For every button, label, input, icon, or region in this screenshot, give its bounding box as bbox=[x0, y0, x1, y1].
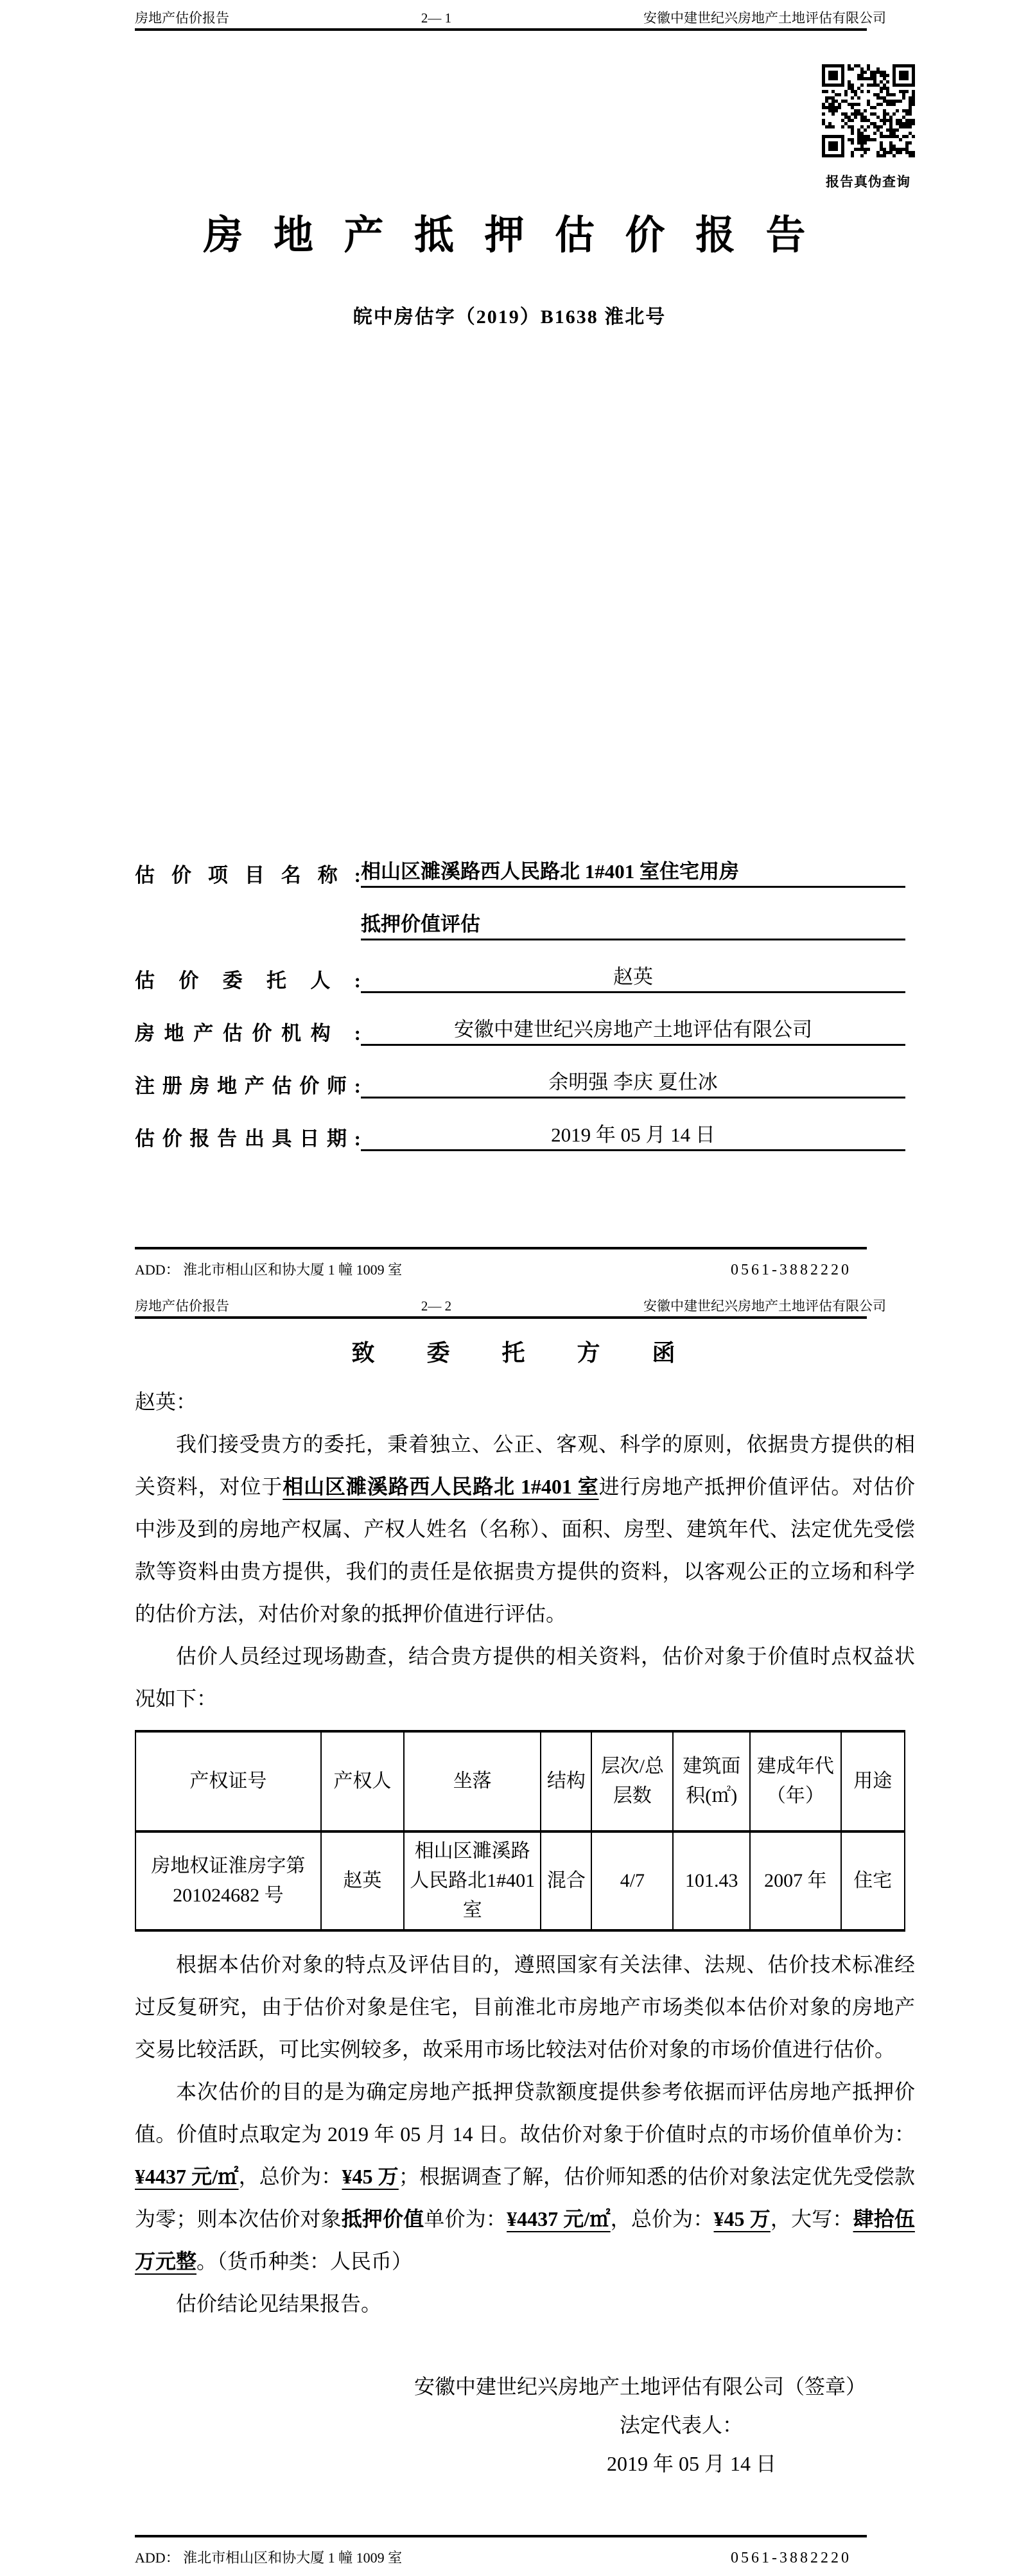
cover-fields bbox=[135, 854, 905, 1170]
footer-address: ADD： 淮北市相山区和协大厦 1 幢 1009 室 bbox=[135, 2550, 403, 2566]
letter-title: 致 委 托 方 函 bbox=[351, 1340, 699, 1366]
para4-total-price-2: ¥45 万 bbox=[713, 2207, 771, 2231]
header-doc-type: 房地产估价报告 bbox=[135, 10, 229, 26]
field-project-label: 估 价 项 目 名 称 : bbox=[135, 864, 361, 887]
para4-text-e: ；根据调查了解，估价师知悉的估价对象法定优先受偿款为零；则本次估价对象 bbox=[135, 2165, 915, 2231]
footer-phone: 0561-3882220 bbox=[731, 1262, 851, 1278]
field-project-line2 bbox=[135, 907, 905, 940]
field-client-value: 赵英 bbox=[361, 960, 905, 993]
page-2-header bbox=[135, 1296, 886, 1315]
page-2-footer bbox=[135, 2547, 867, 2567]
cell-owner: 赵英 bbox=[321, 1831, 404, 1930]
field-appraisers bbox=[135, 1065, 905, 1098]
header-rule bbox=[135, 1316, 867, 1319]
para4-text-k: ，大写： bbox=[770, 2207, 853, 2231]
letter-para-5: 估价结论见结果报告。 bbox=[176, 2292, 382, 2316]
para4-text-g: 单价为： bbox=[424, 2207, 507, 2231]
para4-total-price-1: ¥45 万 bbox=[342, 2165, 399, 2189]
letter-para-3: 根据本估价对象的特点及评估目的，遵照国家有关法律、法规、估价技术标准经过反复研究，由于估价对象是住宅，目前淮北市房地产市场类似本估价对象的房地产交易比较活跃，可比实例较多，故采用市场比较法对估价对象的市场价值进行估价。 bbox=[135, 1953, 915, 2061]
header-company: 安徽中建世纪兴房地产土地评估有限公司 bbox=[643, 10, 886, 26]
header-company: 安徽中建世纪兴房地产土地评估有限公司 bbox=[643, 1298, 886, 1314]
property-rights-table bbox=[135, 1730, 905, 1932]
letter-salutation: 赵英： bbox=[135, 1390, 197, 1414]
col-year-built: 建成年代（年） bbox=[750, 1731, 840, 1831]
para4-unit-price-2: ¥4437 元/㎡ bbox=[507, 2207, 611, 2231]
col-location: 坐落 bbox=[404, 1731, 541, 1831]
para1-text-c: 进行房地产抵押价值评估。对估价中涉及到的房地产权属、产权人姓名（名称）、面积、房型、建筑年代、法定优先受偿款等资料由贵方提供，我们的责任是依据贵方提供的资料，以客观公正的立场和科学的估价方法，对估价对象的抵押价值进行评估。 bbox=[135, 1475, 915, 1626]
col-floor: 层次/总层数 bbox=[591, 1731, 673, 1831]
qr-caption: 报告真伪查询 bbox=[826, 174, 910, 190]
qr-code bbox=[822, 64, 915, 157]
footer-phone: 0561-3882220 bbox=[731, 2550, 851, 2566]
header-page-number: 2— 1 bbox=[421, 10, 452, 26]
header-doc-type: 房地产估价报告 bbox=[135, 1298, 229, 1314]
cell-area: 101.43 bbox=[673, 1831, 750, 1930]
field-project bbox=[135, 854, 905, 888]
col-certificate-no: 产权证号 bbox=[135, 1731, 321, 1831]
field-appraisers-value: 余明强 李庆 夏仕冰 bbox=[361, 1066, 905, 1098]
para4-unit-price-1: ¥4437 元/㎡ bbox=[135, 2165, 239, 2189]
field-project-value-line2: 抵押价值评估 bbox=[361, 908, 905, 940]
field-issue-date-value: 2019 年 05 月 14 日 bbox=[361, 1118, 905, 1151]
col-use: 用途 bbox=[841, 1731, 905, 1831]
report-doc-number: 皖中房估字（2019）B1638 淮北号 bbox=[353, 306, 666, 328]
header-page-number: 2— 2 bbox=[421, 1298, 452, 1314]
signature-block bbox=[135, 2367, 915, 2483]
page-1-header bbox=[135, 8, 886, 27]
cell-use: 住宅 bbox=[841, 1831, 905, 1930]
letter-body bbox=[135, 1337, 915, 2483]
para4-text-c: ，总价为： bbox=[238, 2165, 342, 2189]
field-client bbox=[135, 960, 905, 993]
para4-amount-in-words: 肆拾伍万元整 bbox=[135, 2207, 915, 2273]
col-owner: 产权人 bbox=[321, 1731, 404, 1831]
para4-mortgage-value-label: 抵押价值 bbox=[341, 2207, 424, 2231]
signature-company: 安徽中建世纪兴房地产土地评估有限公司（签章） bbox=[414, 2375, 867, 2399]
signature-date: 2019 年 05 月 14 日 bbox=[607, 2452, 777, 2476]
footer-rule bbox=[135, 1247, 867, 1249]
header-rule bbox=[135, 28, 867, 31]
col-structure: 结构 bbox=[541, 1731, 591, 1831]
table-row bbox=[135, 1831, 905, 1930]
cell-floor: 4/7 bbox=[591, 1831, 673, 1930]
page-2 bbox=[0, 1288, 1019, 2576]
field-project-value: 相山区濉溪路西人民路北 1#401 室住宅用房 bbox=[361, 855, 905, 888]
page-1-footer bbox=[135, 1259, 867, 1279]
field-agency-label: 房地产估价机构 : bbox=[135, 1022, 361, 1045]
table-header-row bbox=[135, 1731, 905, 1831]
col-area: 建筑面积(㎡) bbox=[673, 1731, 750, 1831]
field-agency-value: 安徽中建世纪兴房地产土地评估有限公司 bbox=[361, 1013, 905, 1046]
report-title: 房 地 产 抵 押 估 价 报 告 bbox=[203, 214, 816, 258]
para1-text-a: 我们接受贵方的委托，秉着独立、公正、客观、科学的原则，依据贵方提供的相关资料，对位于 bbox=[135, 1433, 915, 1499]
field-appraisers-label: 注册房地产估价师: bbox=[135, 1075, 361, 1097]
cell-year-built: 2007 年 bbox=[750, 1831, 840, 1930]
footer-address: ADD： 淮北市相山区和协大厦 1 幢 1009 室 bbox=[135, 1262, 403, 1278]
letter-para-4 bbox=[135, 2070, 915, 2282]
field-client-label: 估 价 委 托 人 : bbox=[135, 969, 361, 992]
para4-text-a: 本次估价的目的是为确定房地产抵押贷款额度提供参考依据而评估房地产抵押价值。价值时点取定为 2019 年 05 月 14 日。故估价对象于价值时点的市场价值单价为： bbox=[135, 2080, 915, 2146]
letter-para-1 bbox=[135, 1423, 915, 1635]
signature-legal-rep: 法定代表人： bbox=[620, 2413, 744, 2437]
footer-rule bbox=[135, 2535, 867, 2537]
para1-property-address: 相山区濉溪路西人民路北 1#401 室 bbox=[283, 1475, 599, 1499]
para4-text-m: 。（货币种类：人民币） bbox=[196, 2250, 413, 2273]
letter-para-2: 估价人员经过现场勘查，结合贵方提供的相关资料，估价对象于价值时点权益状况如下： bbox=[135, 1645, 915, 1711]
qr-block bbox=[821, 64, 916, 191]
cell-structure: 混合 bbox=[541, 1831, 591, 1930]
field-agency bbox=[135, 1012, 905, 1046]
para4-text-i: ，总价为： bbox=[610, 2207, 714, 2231]
cell-location: 相山区濉溪路人民路北1#401 室 bbox=[404, 1831, 541, 1930]
cell-certificate-no: 房地权证淮房字第 201024682 号 bbox=[135, 1831, 321, 1930]
field-issue-date-label: 估价报告出具日期: bbox=[135, 1127, 361, 1150]
field-issue-date bbox=[135, 1118, 905, 1151]
